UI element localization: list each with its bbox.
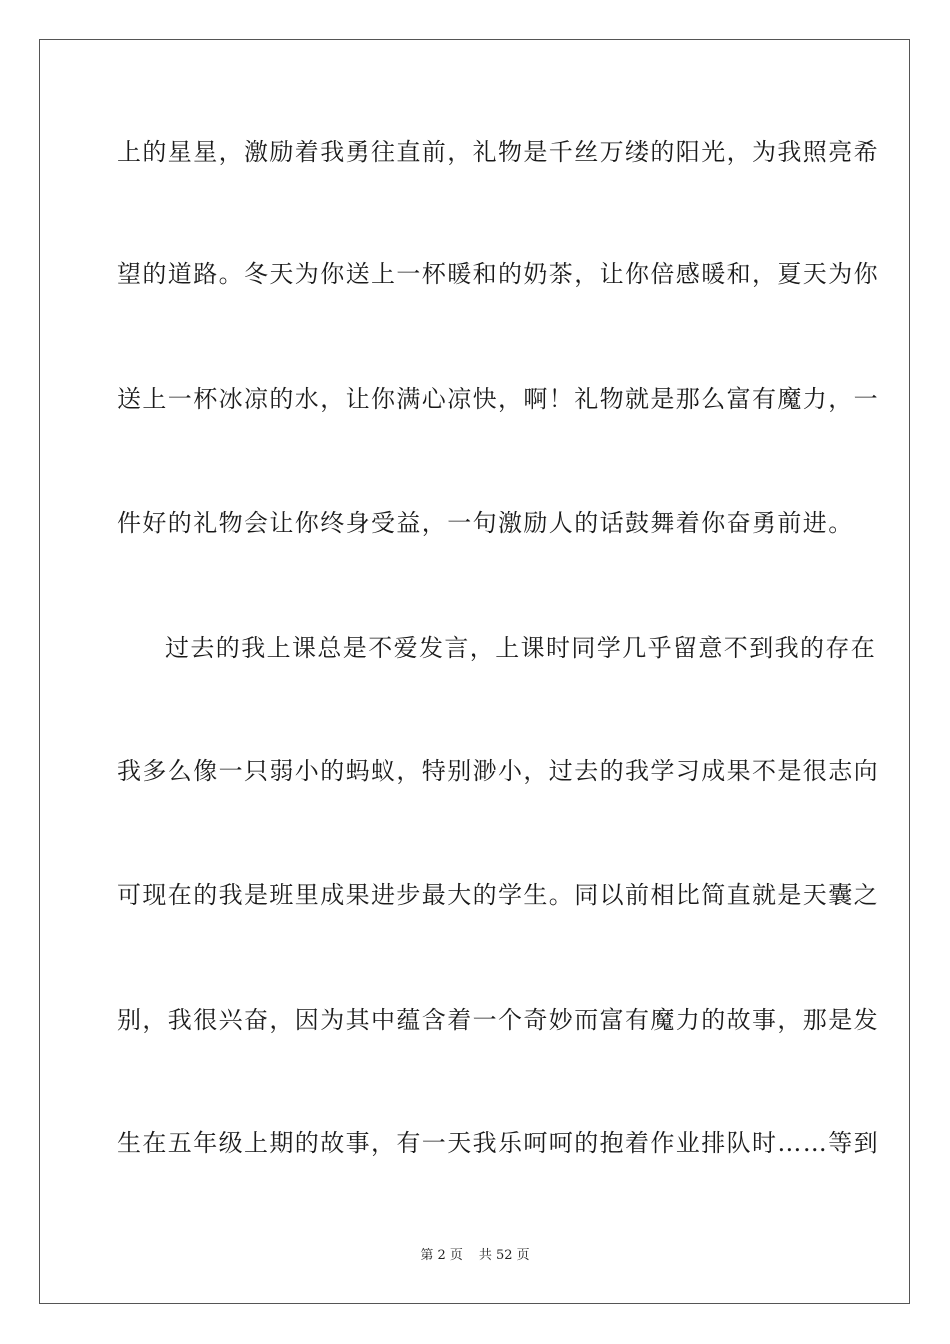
page-footer xyxy=(0,1247,950,1265)
page-number: 第 2 页 xyxy=(420,1248,463,1263)
text-line-2: 望的道路。冬天为你送上一杯暖和的奶茶，让你倍感暖和，夏天为你 xyxy=(117,260,879,288)
paragraph-start-line: 过去的我上课总是不爱发言，上课时同学几乎留意不到我的存在 xyxy=(165,634,877,662)
text-line-1: 上的星星，激励着我勇往直前，礼物是千丝万缕的阳光，为我照亮希 xyxy=(117,138,879,166)
page-border xyxy=(39,39,910,1304)
page-total: 共 52 页 xyxy=(478,1248,530,1263)
text-line-4: 件好的礼物会让你终身受益，一句激励人的话鼓舞着你奋勇前进。 xyxy=(117,509,854,537)
text-line-8: 别，我很兴奋，因为其中蕴含着一个奇妙而富有魔力的故事，那是发 xyxy=(117,1006,879,1034)
text-line-6: 我多么像一只弱小的蚂蚁，特别渺小，过去的我学习成果不是很志向 xyxy=(117,757,879,785)
text-line-3: 送上一杯冰凉的水，让你满心凉快，啊！礼物就是那么富有魔力，一 xyxy=(117,385,879,413)
text-line-9: 生在五年级上期的故事，有一天我乐呵呵的抱着作业排队时……等到 xyxy=(117,1129,879,1157)
text-line-7: 可现在的我是班里成果进步最大的学生。同以前相比简直就是天囊之 xyxy=(117,881,879,909)
